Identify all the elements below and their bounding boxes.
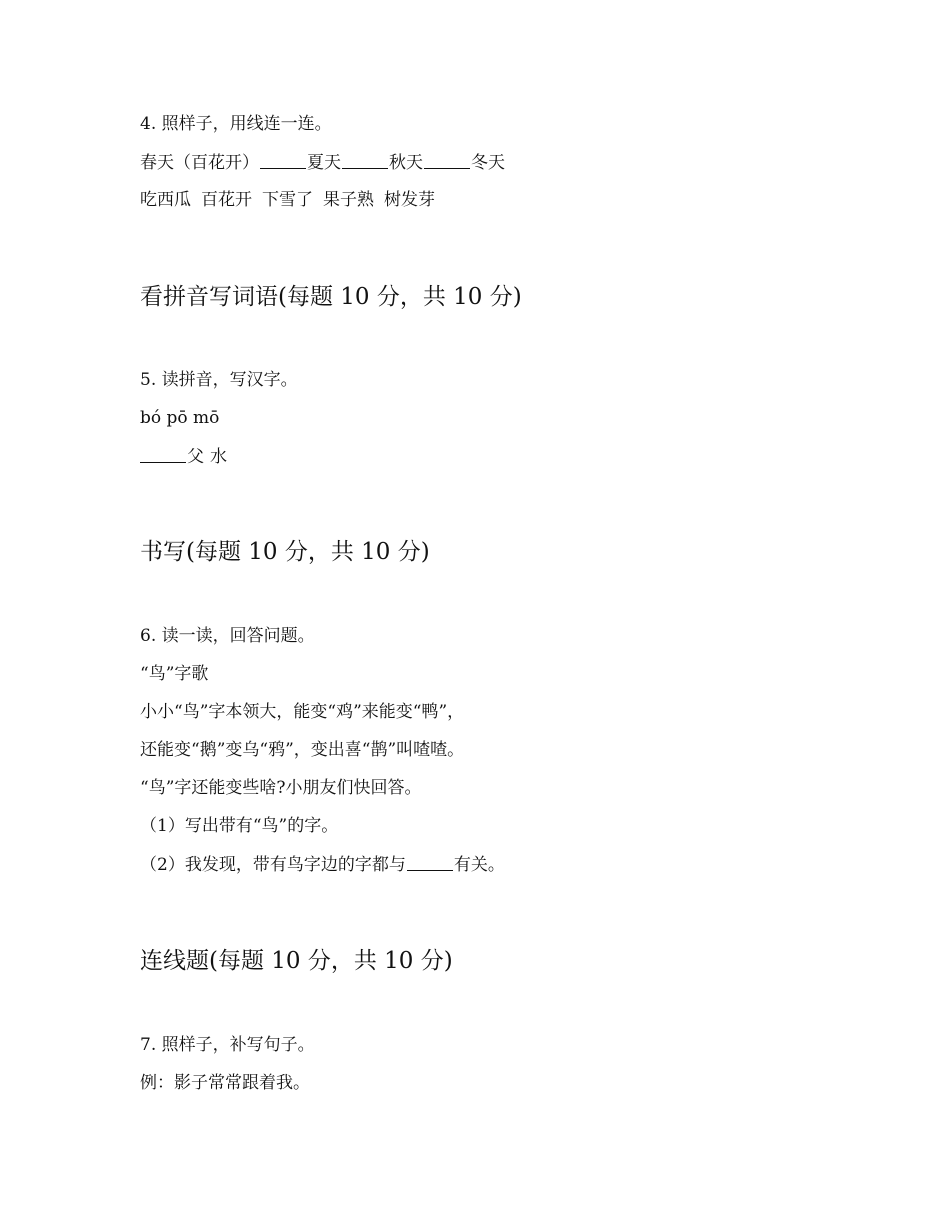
q4-options-row [140,189,435,211]
q6-sub2 [140,853,505,876]
q6-sub2-before: （2）我发现，带有鸟字边的字都与 [140,855,406,875]
q7-prompt: 7. 照样子，补写句子。 [140,1035,315,1055]
q4-seasons-row [140,151,505,174]
answer-blank[interactable] [140,445,186,463]
answer-blank[interactable] [260,151,306,169]
option-item: 树发芽 [384,190,435,210]
option-item: 吃西瓜 [140,190,191,210]
section-title-matching: 连线题(每题 10 分，共 10 分) [140,948,453,974]
word-item: 父 [187,447,204,467]
option-item: 果子熟 [323,190,374,210]
q6-poem-line: 还能变“鹅”变乌“鸦”，变出喜“鹊”叫喳喳。 [140,740,465,760]
q7-example: 例：影子常常跟着我。 [140,1073,310,1093]
q6-poem-line: 小小“鸟”字本领大，能变“鸡”来能变“鸭”， [140,702,465,722]
q5-pinyin: bó pō mō [140,408,220,428]
option-item: 下雪了 [262,190,313,210]
answer-blank[interactable] [424,151,470,169]
answer-blank[interactable] [407,853,453,871]
section-title-pinyin: 看拼音写词语(每题 10 分，共 10 分) [140,284,522,310]
q4-prompt: 4. 照样子，用线连一连。 [140,114,332,134]
q5-prompt: 5. 读拼音，写汉字。 [140,370,298,390]
q6-prompt: 6. 读一读，回答问题。 [140,626,315,646]
answer-blank[interactable] [342,151,388,169]
q5-words-row [140,445,227,468]
q6-poem-title: “鸟”字歌 [140,664,209,684]
season-spring: 春天（百花开） [140,153,259,173]
option-item: 百花开 [201,190,252,210]
q6-poem-line: “鸟”字还能变些啥?小朋友们快回答。 [140,778,422,798]
section-title-writing: 书写(每题 10 分，共 10 分) [140,539,430,565]
season-summer: 夏天 [307,153,341,173]
word-item: 水 [210,447,227,467]
q6-sub2-after: 有关。 [453,855,505,875]
season-autumn: 秋天 [389,153,423,173]
q6-sub1: （1）写出带有“鸟”的字。 [140,816,339,836]
season-winter: 冬天 [471,153,505,173]
